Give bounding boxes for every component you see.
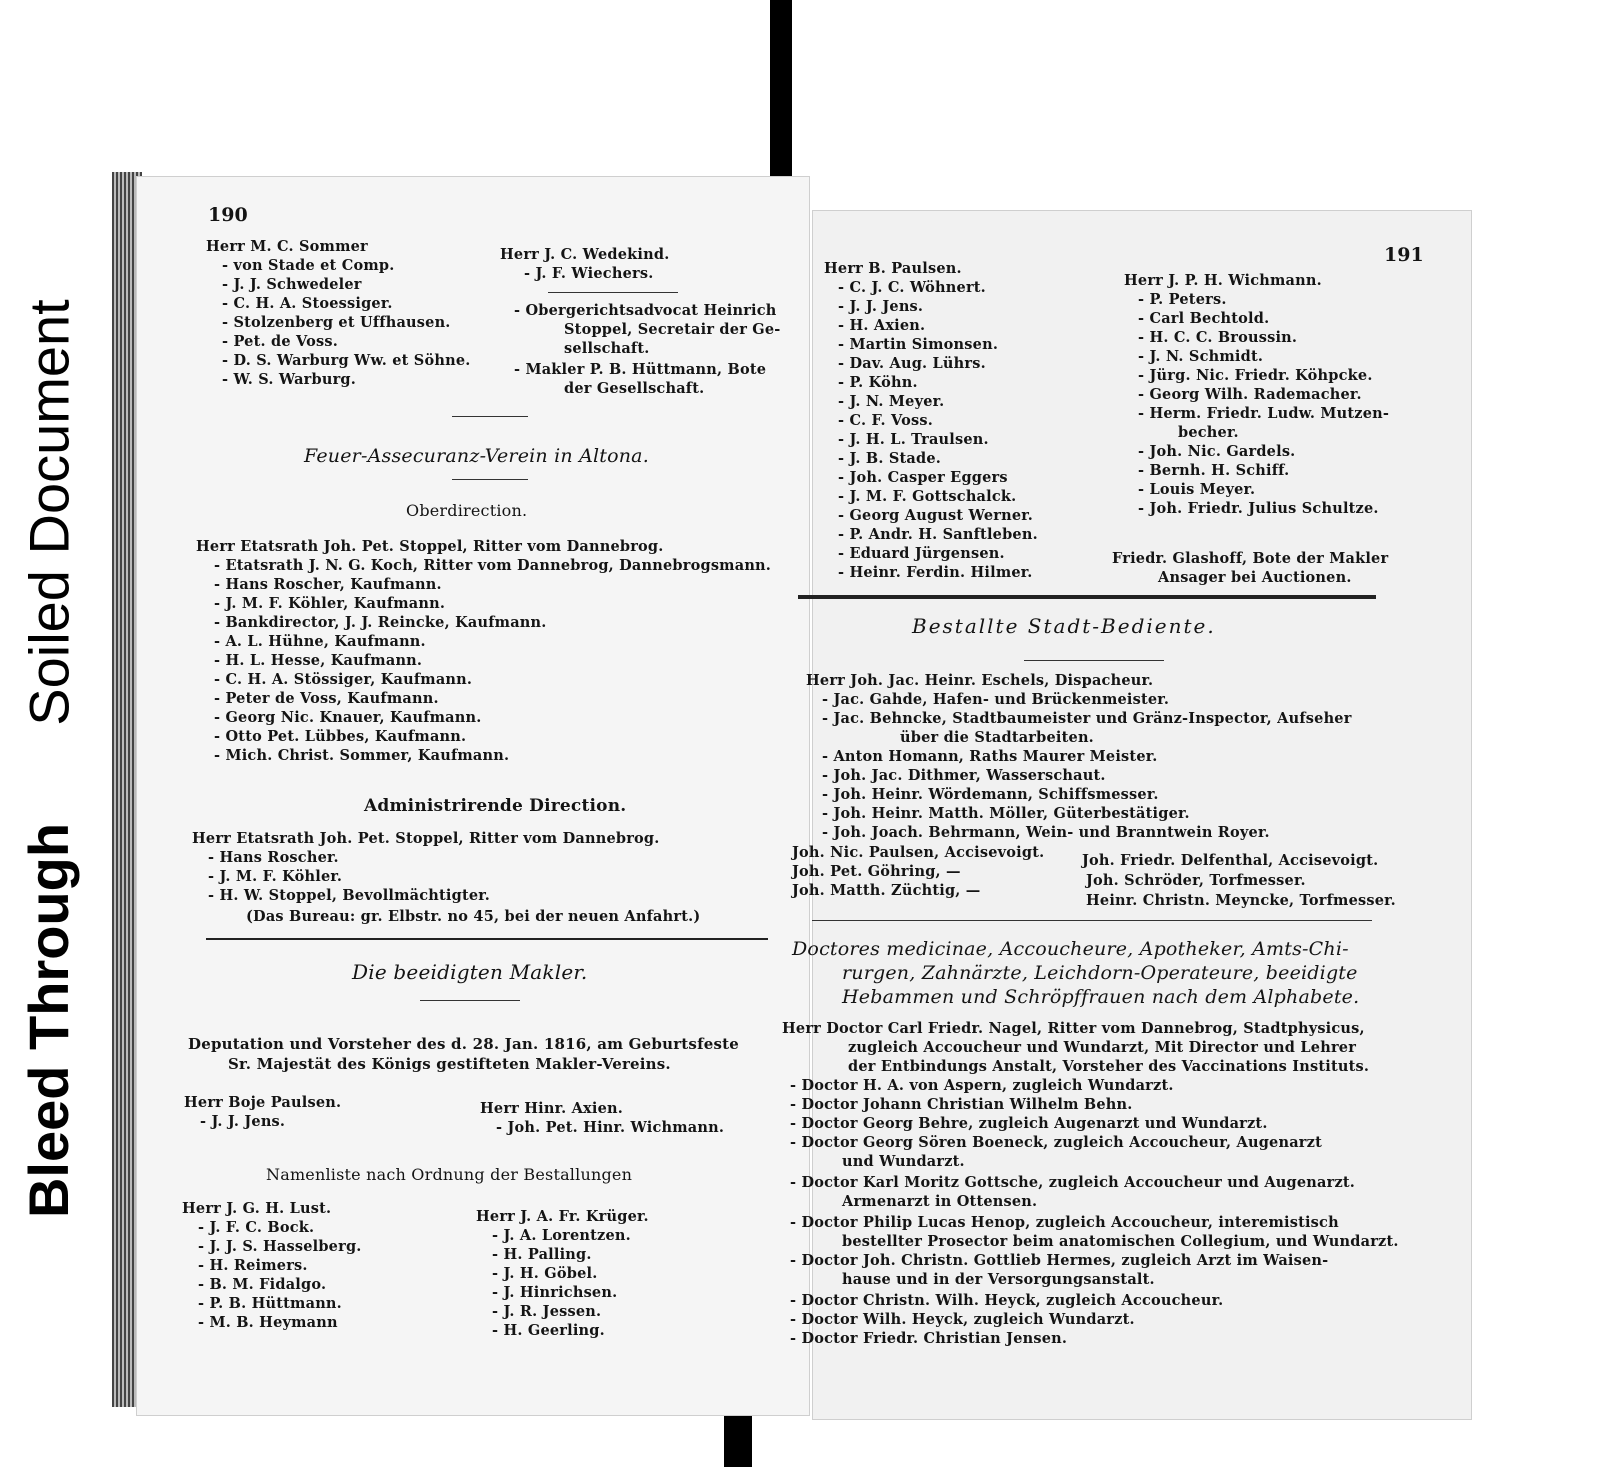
text-line: Joh. Schröder, Torfmesser. xyxy=(1086,872,1306,889)
text-line: - Etatsrath J. N. G. Koch, Ritter vom Dannebrog, Dannebrogsmann. xyxy=(214,557,772,574)
text-line: Herr Etatsrath Joh. Pet. Stoppel, Ritter vom Dannebrog. xyxy=(192,830,660,847)
text-line: - C. F. Voss. xyxy=(838,412,933,429)
binding-strip-top xyxy=(770,0,792,205)
text-line: Herr J. C. Wedekind. xyxy=(500,246,670,263)
text-line: - Makler P. B. Hüttmann, Bote xyxy=(514,361,767,378)
text-line: Joh. Friedr. Delfenthal, Accisevoigt. xyxy=(1082,852,1379,869)
text-line: - Anton Homann, Raths Maurer Meister. xyxy=(822,748,1158,765)
text-line: - Louis Meyer. xyxy=(1138,481,1256,498)
text-line: Herr M. C. Sommer xyxy=(206,238,368,255)
section-title-feuer: Feuer-Assecuranz-Verein in Altona. xyxy=(304,445,649,467)
text-line: - Georg Wilh. Rademacher. xyxy=(1138,386,1362,403)
text-line: - P. B. Hüttmann. xyxy=(198,1295,342,1312)
text-line: - J. H. L. Traulsen. xyxy=(838,431,989,448)
text-line: - H. C. C. Broussin. xyxy=(1138,329,1298,346)
text-line: - C. H. A. Stössiger, Kaufmann. xyxy=(214,671,473,688)
text-line: - Otto Pet. Lübbes, Kaufmann. xyxy=(214,728,467,745)
text-line: - Doctor Karl Moritz Gottsche, zugleich Accoucheur und Augenarzt. xyxy=(790,1174,1356,1191)
text-line: - Doctor Philip Lucas Henop, zugleich Accoucheur, interemistisch xyxy=(790,1214,1339,1231)
text-line: - Hans Roscher, Kaufmann. xyxy=(214,576,442,593)
text-line: - C. H. A. Stoessiger. xyxy=(222,295,393,312)
text-line: - Bankdirector, J. J. Reincke, Kaufmann. xyxy=(214,614,547,631)
text-line: - H. Palling. xyxy=(492,1246,592,1263)
text-line: - Obergerichtsadvocat Heinrich xyxy=(514,302,777,319)
text-line: Herr Joh. Jac. Heinr. Eschels, Dispacheur. xyxy=(806,672,1154,689)
divider xyxy=(420,1000,520,1001)
text-line: - H. Axien. xyxy=(838,317,926,334)
section-title-namenliste: Namenliste nach Ordnung der Bestallungen xyxy=(266,1165,633,1184)
divider xyxy=(206,938,768,940)
text-line: - J. B. Stade. xyxy=(838,450,942,467)
text-line: - Doctor Friedr. Christian Jensen. xyxy=(790,1330,1068,1347)
text-line: - J. H. Göbel. xyxy=(492,1265,598,1282)
bleed-through-text: Bleed Through xyxy=(17,822,81,1218)
text-line: - J. F. C. Bock. xyxy=(198,1219,315,1236)
soiled-document-label xyxy=(0,262,98,762)
text-line: - P. Peters. xyxy=(1138,291,1227,308)
text-line: - Joh. Friedr. Julius Schultze. xyxy=(1138,500,1379,517)
text-line: - von Stade et Comp. xyxy=(222,257,395,274)
text-line: - C. J. C. Wöhnert. xyxy=(838,279,986,296)
text-line: Doctores medicinae, Accoucheure, Apotheker, Amts-Chi- xyxy=(792,938,1349,960)
text-line: Herr J. P. H. Wichmann. xyxy=(1124,272,1322,289)
text-line: Herr Doctor Carl Friedr. Nagel, Ritter vom Dannebrog, Stadtphysicus, xyxy=(782,1020,1365,1037)
text-line: - H. L. Hesse, Kaufmann. xyxy=(214,652,423,669)
text-line: - J. J. Schwedeler xyxy=(222,276,362,293)
section-title-bestallte: Bestallte Stadt-Bediente. xyxy=(912,614,1216,638)
text-line: - Martin Simonsen. xyxy=(838,336,999,353)
text-line: Joh. Matth. Züchtig, — xyxy=(792,882,981,899)
text-line: hause und in der Versorgungsanstalt. xyxy=(842,1271,1155,1288)
text-line: sellschaft. xyxy=(564,340,650,357)
text-line: - Doctor Wilh. Heyck, zugleich Wundarzt. xyxy=(790,1311,1135,1328)
text-line: Sr. Majestät des Königs gestifteten Makler-Vereins. xyxy=(228,1055,671,1073)
right-page xyxy=(782,210,1472,1420)
divider xyxy=(798,595,1376,599)
divider xyxy=(812,920,1372,921)
text-line: - Peter de Voss, Kaufmann. xyxy=(214,690,439,707)
bleed-through-label xyxy=(0,772,98,1268)
divider xyxy=(452,479,528,480)
divider xyxy=(452,416,528,417)
text-line: Herr J. A. Fr. Krüger. xyxy=(476,1208,649,1225)
text-line: - Bernh. H. Schiff. xyxy=(1138,462,1290,479)
text-line: Herr Etatsrath Joh. Pet. Stoppel, Ritter vom Dannebrog. xyxy=(196,538,664,555)
text-line: - J. M. F. Köhler, Kaufmann. xyxy=(214,595,446,612)
text-line: - J. F. Wiechers. xyxy=(524,265,654,282)
text-line: - J. A. Lorentzen. xyxy=(492,1227,631,1244)
text-line: - Carl Bechtold. xyxy=(1138,310,1270,327)
text-line: - H. W. Stoppel, Bevollmächtigter. xyxy=(208,887,491,904)
text-line: - Eduard Jürgensen. xyxy=(838,545,1005,562)
text-line: - Hans Roscher. xyxy=(208,849,339,866)
text-line: - Dav. Aug. Lührs. xyxy=(838,355,986,372)
text-line: - Mich. Christ. Sommer, Kaufmann. xyxy=(214,747,510,764)
divider xyxy=(1024,660,1164,661)
text-line: und Wundarzt. xyxy=(842,1153,965,1170)
text-line: Armenarzt in Ottensen. xyxy=(842,1193,1038,1210)
text-line: - J. J. Jens. xyxy=(200,1113,286,1130)
text-line: Herr Boje Paulsen. xyxy=(184,1094,342,1111)
text-line: der Entbindungs Anstalt, Vorsteher des Vaccinations Instituts. xyxy=(848,1058,1370,1075)
text-line: - Doctor Georg Behre, zugleich Augenarzt und Wundarzt. xyxy=(790,1115,1268,1132)
text-line: - Joh. Heinr. Wördemann, Schiffsmesser. xyxy=(822,786,1159,803)
text-line: becher. xyxy=(1178,424,1239,441)
text-line: - J. N. Meyer. xyxy=(838,393,945,410)
binding-strip-bottom xyxy=(724,1410,752,1467)
text-line: - Georg Nic. Knauer, Kaufmann. xyxy=(214,709,482,726)
text-line: - A. L. Hühne, Kaufmann. xyxy=(214,633,426,650)
soiled-document-text: Soiled Document xyxy=(17,298,81,726)
text-line: - Jürg. Nic. Friedr. Köhpcke. xyxy=(1138,367,1373,384)
text-line: - J. Hinrichsen. xyxy=(492,1284,618,1301)
text-line: - W. S. Warburg. xyxy=(222,371,357,388)
text-line: - J. J. S. Hasselberg. xyxy=(198,1238,362,1255)
text-line: Friedr. Glashoff, Bote der Makler xyxy=(1112,550,1389,567)
text-line: - Joh. Jac. Dithmer, Wasserschaut. xyxy=(822,767,1106,784)
text-line: - Jac. Gahde, Hafen- und Brückenmeister. xyxy=(822,691,1170,708)
text-line: - Heinr. Ferdin. Hilmer. xyxy=(838,564,1033,581)
text-line: der Gesellschaft. xyxy=(564,380,705,397)
text-line: - Georg August Werner. xyxy=(838,507,1034,524)
text-line: - Jac. Behncke, Stadtbaumeister und Gränz-Inspector, Aufseher xyxy=(822,710,1352,727)
text-line: Ansager bei Auctionen. xyxy=(1158,569,1352,586)
text-line: - Doctor Joh. Christn. Gottlieb Hermes, zugleich Arzt im Waisen- xyxy=(790,1252,1329,1269)
text-line: Herr J. G. H. Lust. xyxy=(182,1200,332,1217)
text-line: - D. S. Warburg Ww. et Söhne. xyxy=(222,352,471,369)
text-line: - Doctor Christn. Wilh. Heyck, zugleich Accoucheur. xyxy=(790,1292,1224,1309)
text-line: (Das Bureau: gr. Elbstr. no 45, bei der neuen Anfahrt.) xyxy=(246,908,701,925)
left-page xyxy=(136,176,810,1416)
section-title-oberdirection: Oberdirection. xyxy=(406,501,528,520)
text-line: Stoppel, Secretair der Ge- xyxy=(564,321,781,338)
text-line: - Joh. Joach. Behrmann, Wein- und Branntwein Royer. xyxy=(822,824,1270,841)
text-line: - B. M. Fidalgo. xyxy=(198,1276,327,1293)
text-line: bestellter Prosector beim anatomischen Collegium, und Wundarzt. xyxy=(842,1233,1399,1250)
text-line: über die Stadtarbeiten. xyxy=(900,729,1094,746)
text-line: - Pet. de Voss. xyxy=(222,333,338,350)
text-line: - Doctor H. A. von Aspern, zugleich Wundarzt. xyxy=(790,1077,1174,1094)
page-number-right: 191 xyxy=(1384,244,1424,266)
text-line: zugleich Accoucheur und Wundarzt, Mit Director und Lehrer xyxy=(848,1039,1357,1056)
text-line: Deputation und Vorsteher des d. 28. Jan. 1816, am Geburtsfeste xyxy=(188,1035,739,1053)
text-line: - Joh. Casper Eggers xyxy=(838,469,1008,486)
text-line: - H. Geerling. xyxy=(492,1322,605,1339)
text-line: Herr B. Paulsen. xyxy=(824,260,962,277)
text-line: - J. M. F. Gottschalck. xyxy=(838,488,1017,505)
divider xyxy=(548,292,678,293)
text-line: rurgen, Zahnärzte, Leichdorn-Operateure, beeidigte xyxy=(842,962,1358,984)
text-line: - J. N. Schmidt. xyxy=(1138,348,1264,365)
text-line: - M. B. Heymann xyxy=(198,1314,338,1331)
page-number-left: 190 xyxy=(208,204,248,226)
text-line: Heinr. Christn. Meyncke, Torfmesser. xyxy=(1086,892,1396,909)
text-line: - J. R. Jessen. xyxy=(492,1303,602,1320)
text-line: Hebammen und Schröpffrauen nach dem Alphabete. xyxy=(842,986,1360,1008)
text-line: - Joh. Pet. Hinr. Wichmann. xyxy=(496,1119,725,1136)
text-line: Joh. Nic. Paulsen, Accisevoigt. xyxy=(792,844,1045,861)
text-line: - Stolzenberg et Uffhausen. xyxy=(222,314,451,331)
text-line: - P. Köhn. xyxy=(838,374,918,391)
text-line: - J. M. F. Köhler. xyxy=(208,868,343,885)
text-line: - Doctor Johann Christian Wilhelm Behn. xyxy=(790,1096,1133,1113)
text-line: Joh. Pet. Göhring, — xyxy=(792,863,961,880)
section-title-makler: Die beeidigten Makler. xyxy=(352,960,588,984)
text-line: - Joh. Heinr. Matth. Möller, Güterbestätiger. xyxy=(822,805,1190,822)
text-line: Herr Hinr. Axien. xyxy=(480,1100,624,1117)
text-line: - P. Andr. H. Sanftleben. xyxy=(838,526,1038,543)
text-line: - H. Reimers. xyxy=(198,1257,308,1274)
text-line: - Herm. Friedr. Ludw. Mutzen- xyxy=(1138,405,1390,422)
text-line: - J. J. Jens. xyxy=(838,298,924,315)
text-line: - Doctor Georg Sören Boeneck, zugleich Accoucheur, Augenarzt xyxy=(790,1134,1322,1151)
section-title-admin: Administrirende Direction. xyxy=(364,796,627,816)
text-line: - Joh. Nic. Gardels. xyxy=(1138,443,1296,460)
